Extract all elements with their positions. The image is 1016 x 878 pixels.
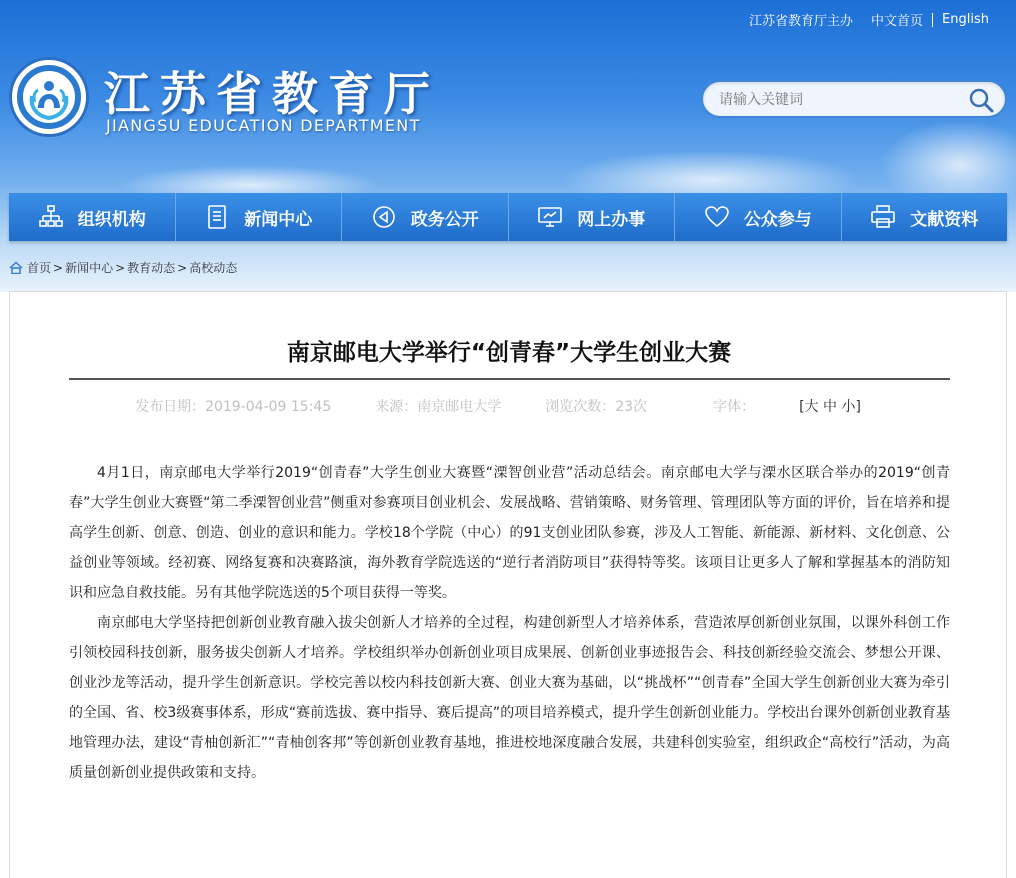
search-input[interactable] <box>719 90 959 110</box>
article-panel <box>9 291 1007 878</box>
breadcrumb-university-news[interactable]: 高校动态 <box>189 261 238 275</box>
org-chart-icon <box>38 204 64 230</box>
title-divider <box>69 378 950 380</box>
article-paragraph: 4月1日，南京邮电大学举行2019“创青春”大学生创业大赛暨“溧智创业营”活动总结会。南京邮电大学与溧水区联合举办的2019“创青春”大学生创业大赛暨“第二季溧智创业营”侧重对参赛项目创业机会、发展战略、营销策略、财务管理、管理团队等方面的评价，旨在培养和提高学生创新、创意、创造、创业的意识和能力。学校18个学院（中心）的91支创业团队参赛，涉及人工智能、新能源、新材料、文化创意、公益创业等领域。经初赛、网络复赛和决赛路演，海外教育学院选送的“逆行者消防项目”获得特等奖。该项目让更多人了解和掌握基本的消防知识和应急自救技能。另有其他学院选送的5个项目获得一等奖。 <box>69 465 950 601</box>
nav-item-organization[interactable] <box>9 193 176 241</box>
heart-icon <box>704 204 730 230</box>
breadcrumb-home[interactable]: 首页 <box>27 261 52 275</box>
breadcrumb-separator: > <box>115 260 126 275</box>
search-box <box>701 80 1007 118</box>
article-paragraph: 南京邮电大学坚持把创新创业教育融入拔尖创新人才培养的全过程，构建创新型人才培养体系，营造浓厚创新创业氛围，以课外科创工作引领校园科技创新，服务拔尖创新人才培养。学校组织举办创新创业项目成果展、创新创业事迹报告会、科技创新经验交流会、梦想公开课、创业沙龙等活动，提升学生创新意识。学校完善以校内科技创新大赛、创业大赛为基础，以“挑战杯”“创青春”全国大学生创新创业大赛为牵引的全国、省、校3级赛事体系，形成“赛前选拔、赛中指导、赛后提高”的项目培养模式，提升学生创新创业能力。学校出台课外创新创业教育基地管理办法，建设“青柚创新汇”“青柚创客邦”等创新创业教育基地，推进校地深度融合发展，共建科创实验室，组织政企“高校行”活动，为高质量创新创业提供政策和支持。 <box>69 615 950 781</box>
monitor-icon <box>537 204 563 230</box>
site-title: 江苏省教育厅 <box>104 67 440 121</box>
font-size-label: 字体： <box>713 399 756 415</box>
nav-label: 公众参与 <box>743 209 812 230</box>
site-header <box>0 0 1016 292</box>
article-body <box>69 458 950 788</box>
main-nav <box>9 193 1007 241</box>
document-icon <box>204 204 230 230</box>
nav-label: 新闻中心 <box>244 209 313 230</box>
nav-item-government-affairs[interactable] <box>342 193 509 241</box>
logo-figure-icon <box>12 60 86 134</box>
nav-item-online-services[interactable] <box>509 193 676 241</box>
breadcrumb-separator: > <box>53 260 64 275</box>
nav-label: 网上办事 <box>577 209 646 230</box>
breadcrumb-education-news[interactable]: 教育动态 <box>127 261 176 275</box>
nav-item-public-participation[interactable] <box>675 193 842 241</box>
nav-label: 文献资料 <box>910 209 979 230</box>
nav-item-documents[interactable] <box>842 193 1008 241</box>
article-title: 南京邮电大学举行“创青春”大学生创业大赛 <box>286 340 732 366</box>
view-count: 浏览次数：23次 <box>545 399 648 415</box>
search-icon[interactable] <box>967 86 995 114</box>
sponsor-text: 江苏省教育厅主办 <box>749 14 854 29</box>
font-size-control <box>691 396 883 416</box>
home-icon <box>9 261 23 274</box>
article-meta <box>10 396 1008 416</box>
top-links <box>740 10 998 29</box>
printer-icon <box>870 204 896 230</box>
speaker-icon <box>371 204 397 230</box>
breadcrumb-separator: > <box>177 260 188 275</box>
site-subtitle: JIANGSU EDUCATION DEPARTMENT <box>106 116 421 135</box>
publish-date: 发布日期：2019-04-09 15:45 <box>135 399 332 415</box>
department-logo[interactable] <box>9 57 89 137</box>
font-size-options[interactable]: [大 中 小] <box>799 399 861 415</box>
breadcrumb <box>9 259 237 276</box>
english-link[interactable]: English <box>942 12 989 27</box>
chinese-home-link[interactable]: 中文首页 <box>871 14 924 29</box>
nav-label: 组织机构 <box>77 209 146 230</box>
nav-label: 政务公开 <box>410 209 479 230</box>
article-source: 来源：南京邮电大学 <box>375 399 502 415</box>
nav-item-news[interactable] <box>176 193 343 241</box>
breadcrumb-news-center[interactable]: 新闻中心 <box>65 261 114 275</box>
